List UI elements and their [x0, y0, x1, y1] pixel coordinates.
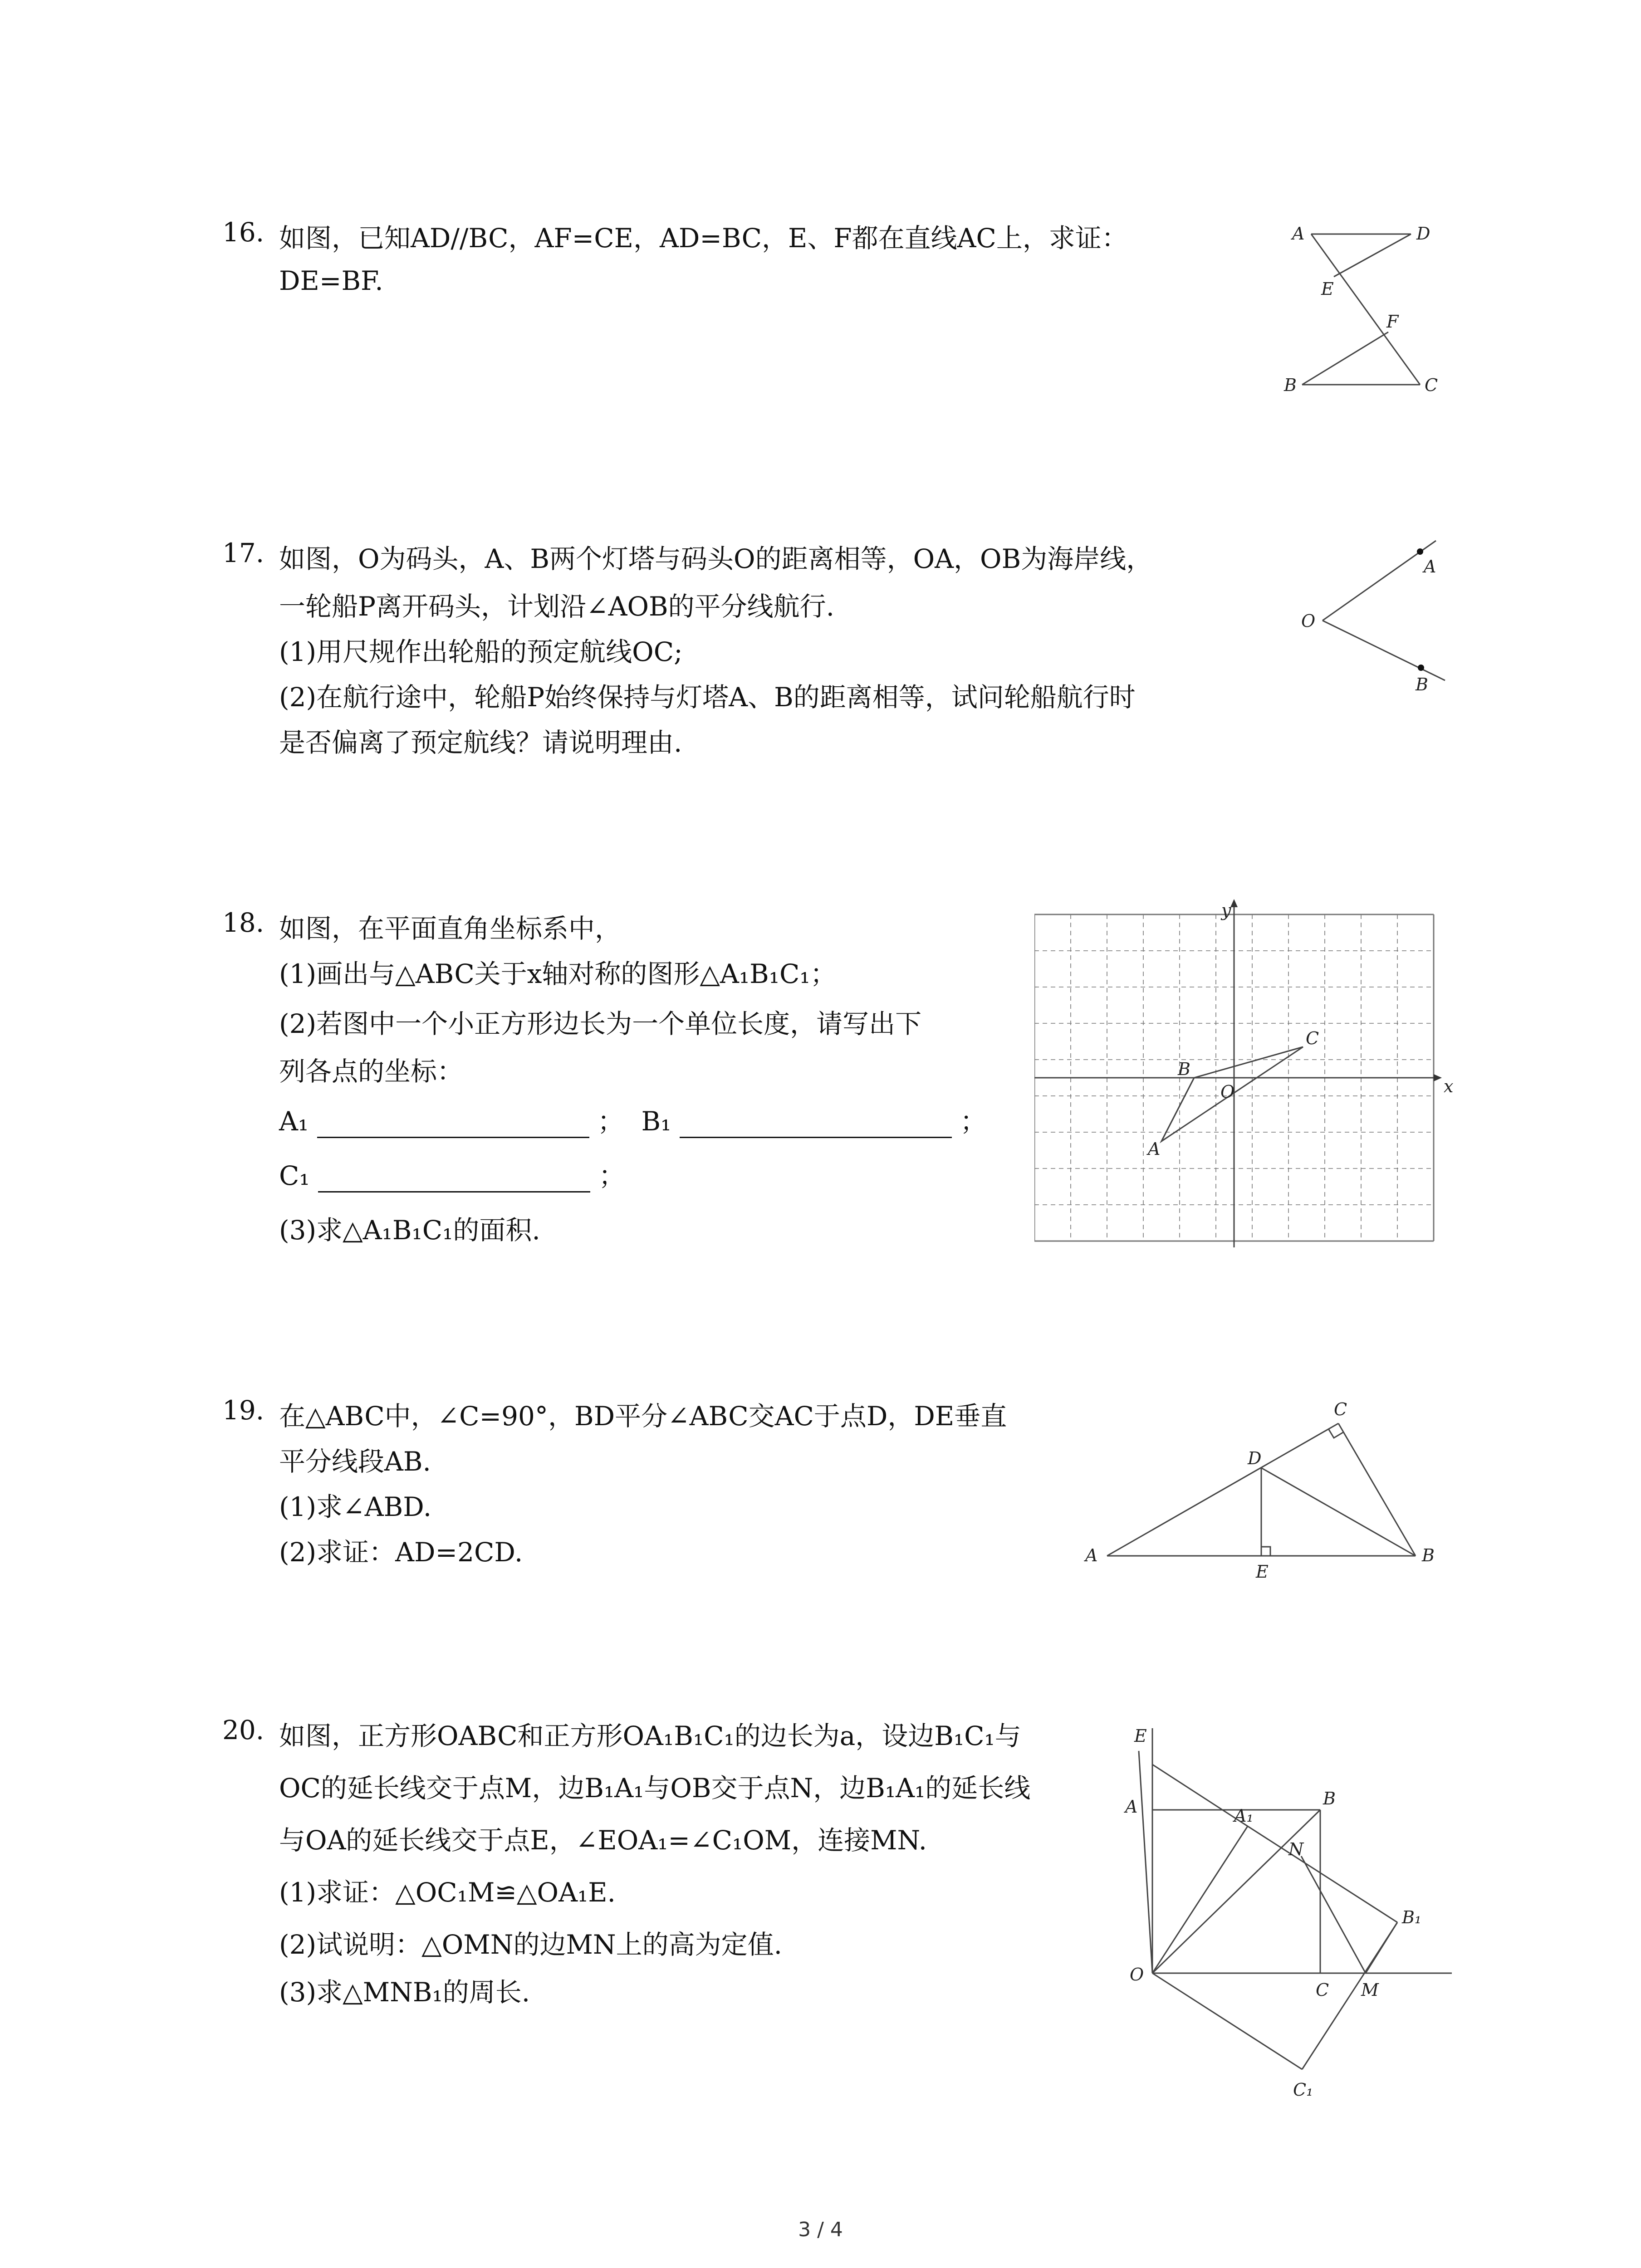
label-O: O [1220, 1082, 1235, 1102]
problem-text: 在△ABC中，∠C=90°，BD平分∠ABC交AC于点D，DE垂直 [279, 1401, 1007, 1432]
problem-text: 如图，O为码头，A、B两个灯塔与码头O的距离相等，OA，OB为海岸线， [279, 543, 1153, 574]
label-a1: A₁ [279, 1106, 309, 1137]
figure-17 [1279, 526, 1470, 699]
axis-label-x: x [1444, 1076, 1454, 1096]
label-B: B [1422, 1545, 1435, 1565]
label-C: C [1316, 1980, 1329, 2000]
blank-c1[interactable] [318, 1165, 590, 1193]
label-B: B [1178, 1059, 1190, 1079]
label-B: B [1416, 675, 1428, 694]
problem-number: 19. [222, 1395, 265, 1426]
problem-text: (1)画出与△ABC关于x轴对称的图形△A₁B₁C₁； [279, 958, 837, 989]
problem-number: 18. [222, 907, 265, 938]
label-D: D [1248, 1448, 1262, 1468]
problem-text: DE=BF. [279, 265, 383, 296]
label-E: E [1256, 1562, 1269, 1582]
label-O: O [1301, 611, 1316, 631]
label-C: C [1425, 375, 1438, 395]
label-N: N [1288, 1839, 1304, 1859]
figure-16 [1270, 213, 1461, 399]
problem-text: (3)求△MNB₁的周长. [279, 1977, 530, 2008]
label-A1: A₁ [1234, 1806, 1254, 1826]
label-M: M [1361, 1980, 1379, 2000]
label-A: A [1125, 1797, 1138, 1817]
separator: ； [598, 1160, 625, 1191]
problem-number: 17. [222, 538, 265, 568]
blank-a1[interactable] [317, 1110, 589, 1138]
problem-text: OC的延长线交于点M，边B₁A₁与OB交于点N，边B₁A₁的延长线 [279, 1773, 1031, 1804]
problem-text: 与OA的延长线交于点E，∠EOA₁=∠C₁OM，连接MN. [279, 1825, 927, 1856]
problem-text: 平分线段AB. [279, 1446, 431, 1477]
label-A: A [1292, 224, 1305, 244]
label-A: A [1148, 1139, 1161, 1159]
separator: ； [598, 1106, 624, 1137]
problem-text: 如图，已知AD//BC，AF=CE，AD=BC，E、F都在直线AC上，求证： [279, 223, 1128, 254]
problem-text: (2)若图中一个小正方形边长为一个单位长度，请写出下 [279, 1008, 922, 1039]
label-B: B [1284, 375, 1297, 395]
axis-label-y: y [1221, 900, 1231, 920]
problem-text: (3)求△A₁B₁C₁的面积. [279, 1215, 540, 1246]
label-B1: B₁ [1402, 1907, 1422, 1927]
label-O: O [1130, 1965, 1144, 1984]
problem-text: (1)求∠ABD. [279, 1491, 432, 1522]
label-C: C [1306, 1028, 1319, 1048]
problem-text: 一轮船P离开码头，计划沿∠AOB的平分线航行. [279, 591, 835, 622]
label-b1: B₁ [641, 1106, 671, 1137]
coordinate-grid-figure [1034, 898, 1461, 1261]
blank-b1[interactable] [680, 1110, 952, 1138]
label-C: C [1334, 1399, 1347, 1419]
answer-line-ab [279, 1100, 986, 1138]
problem-text: 如图，正方形OABC和正方形OA₁B₁C₁的边长为a，设边B₁C₁与 [279, 1721, 1021, 1751]
problem-number: 20. [222, 1715, 265, 1745]
label-A: A [1085, 1545, 1098, 1565]
label-B: B [1323, 1789, 1336, 1809]
answer-line-c [279, 1154, 625, 1193]
label-c1: C₁ [279, 1160, 310, 1191]
problem-text: 是否偏离了预定航线？请说明理由. [279, 727, 682, 758]
label-E: E [1321, 279, 1334, 299]
label-F: F [1386, 312, 1399, 332]
label-D: D [1416, 224, 1430, 244]
problem-text: (1)求证：△OC₁M≌△OA₁E. [279, 1877, 616, 1908]
page-number: 3 / 4 [798, 2218, 843, 2241]
problem-text: (2)在航行途中，轮船P始终保持与灯塔A、B的距离相等，试问轮船航行时 [279, 682, 1136, 713]
separator: ； [960, 1106, 987, 1137]
problem-text: (2)试说明：△OMN的边MN上的高为定值. [279, 1929, 783, 1960]
problem-number: 16. [222, 217, 265, 248]
problem-text: 如图，在平面直角坐标系中， [279, 913, 622, 944]
problem-text: (2)求证：AD=2CD. [279, 1537, 523, 1568]
problem-text: (1)用尺规作出轮船的预定航线OC; [279, 636, 683, 667]
problem-text: 列各点的坐标： [279, 1056, 464, 1087]
label-C1: C₁ [1293, 2080, 1313, 2100]
figure-20 [1121, 1719, 1465, 2118]
figure-19 [1080, 1388, 1470, 1588]
label-E: E [1134, 1726, 1147, 1746]
label-A: A [1424, 557, 1436, 577]
